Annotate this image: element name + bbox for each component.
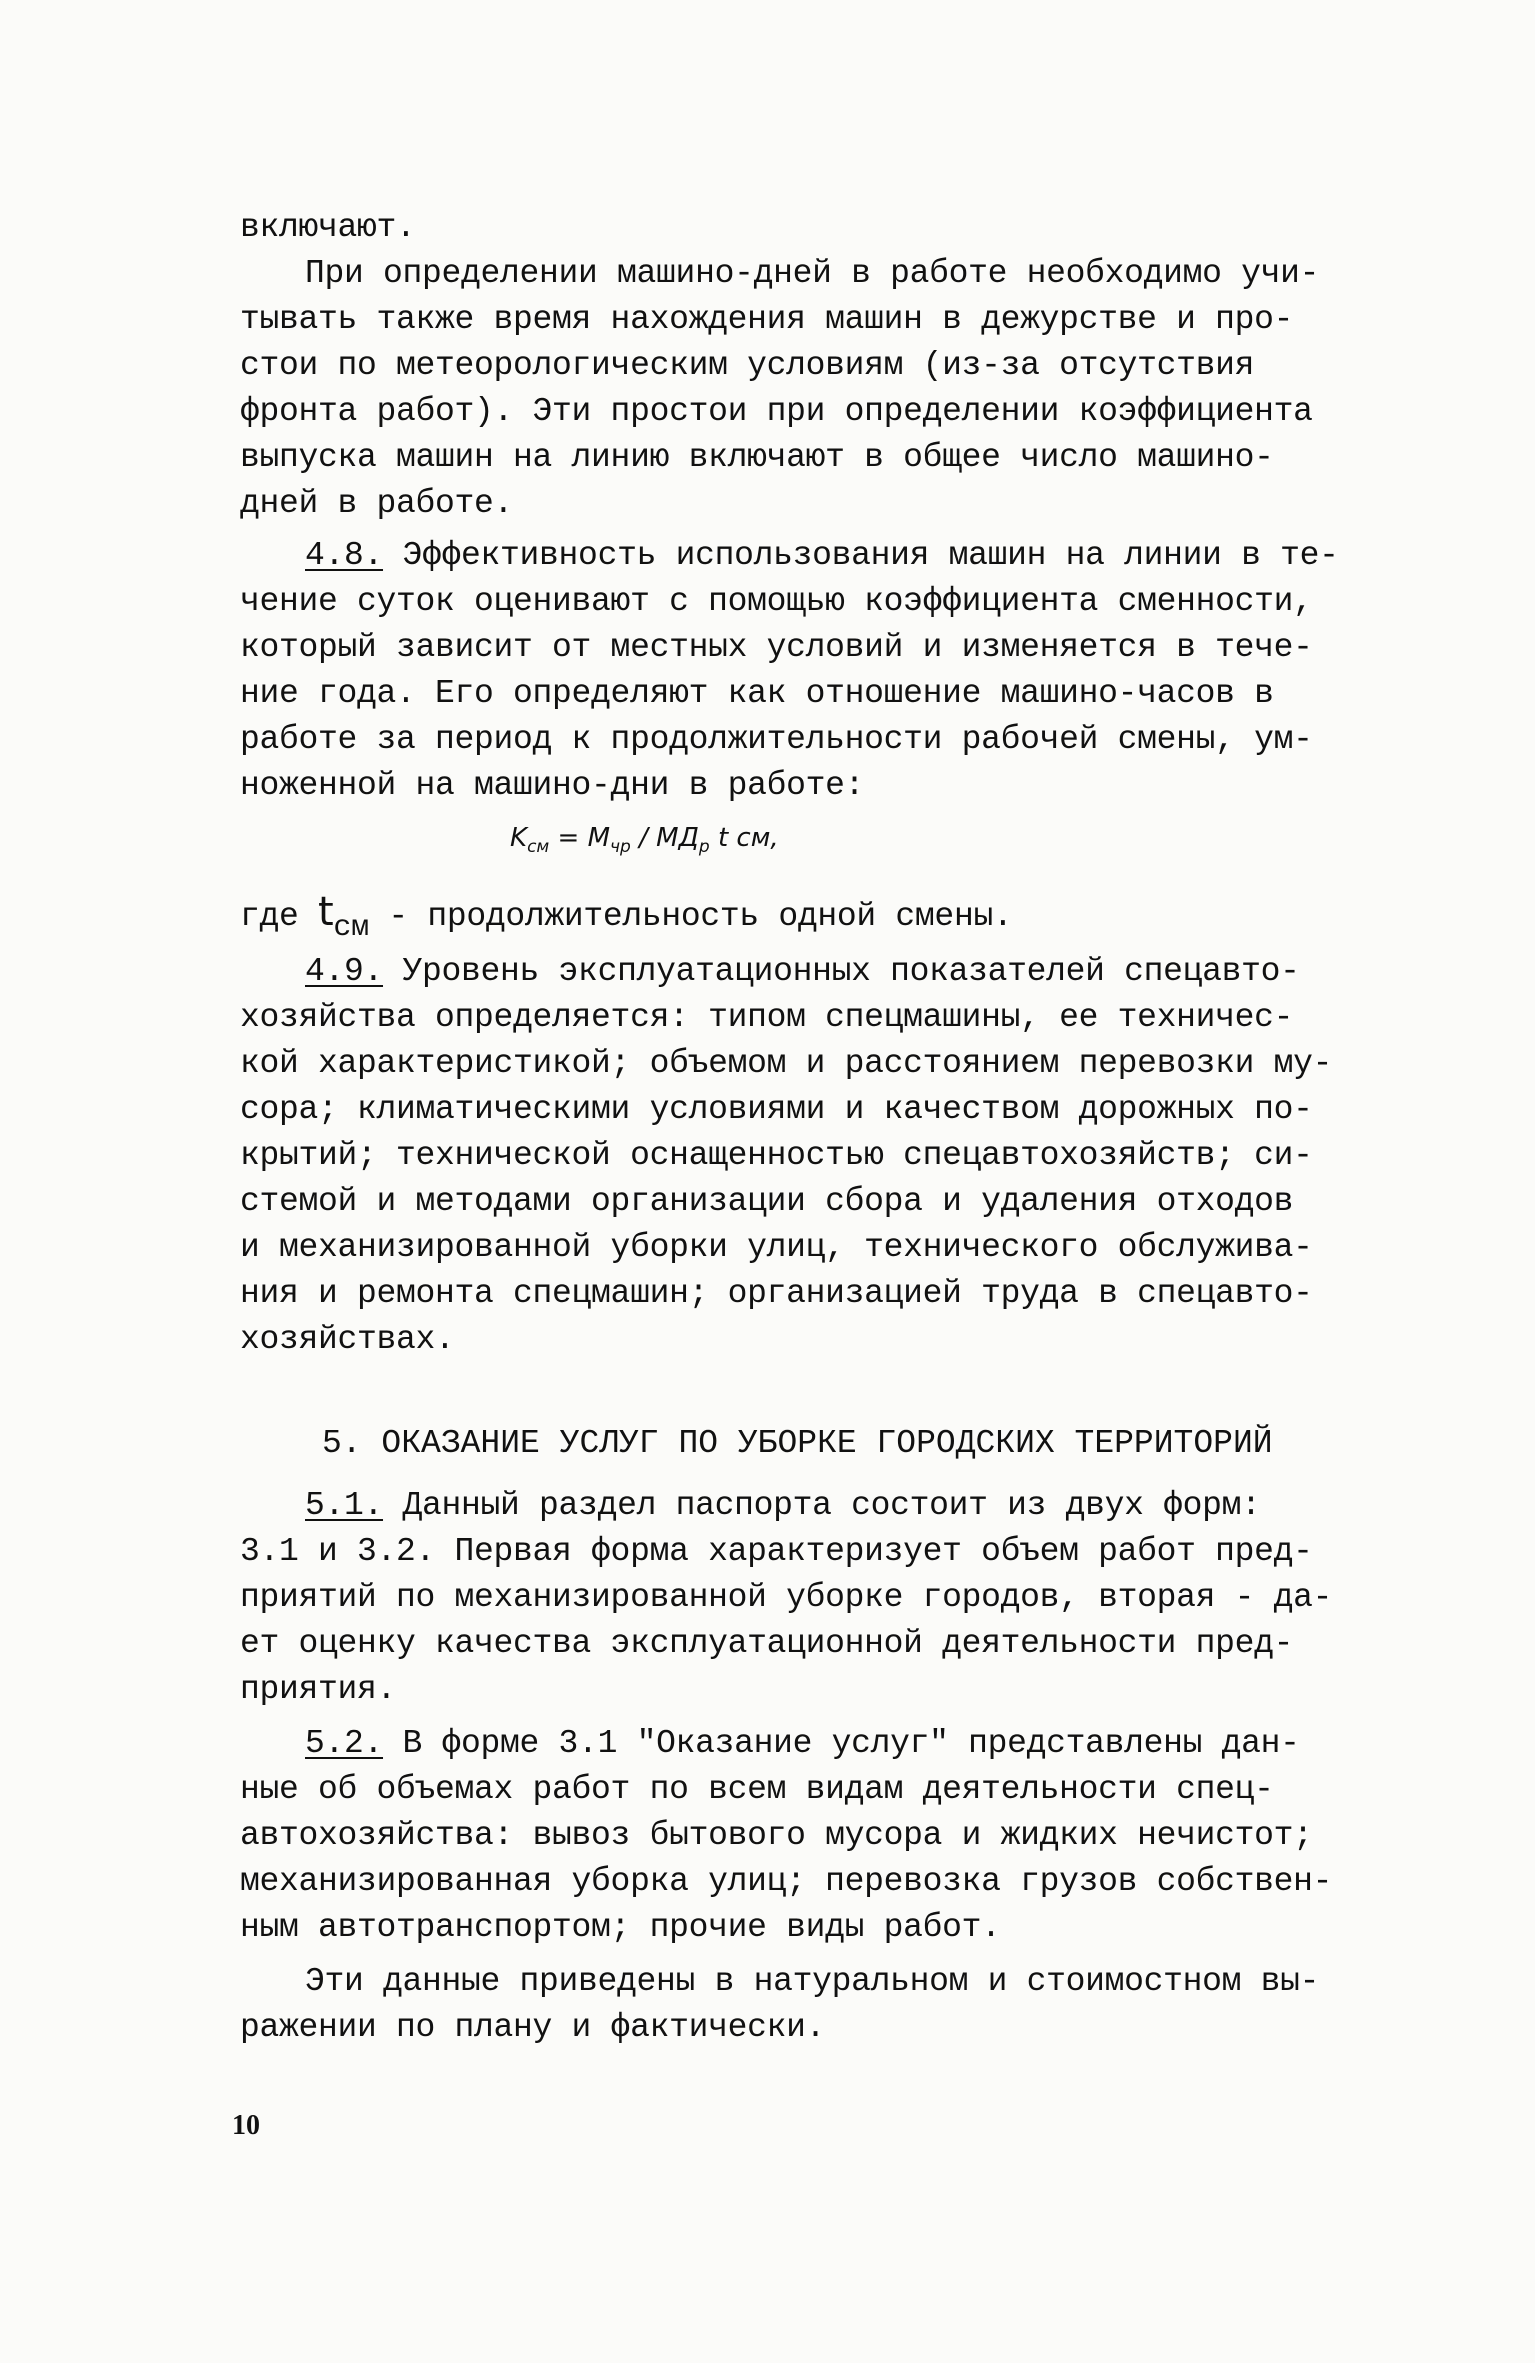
text-line: стои по метеорологическим условиям (из-за отсутствия (240, 347, 1255, 384)
paragraph-5-2-first-line (305, 1722, 1300, 1766)
text-line: кой характеристикой; объемом и расстоянием перевозки му- (240, 1045, 1333, 1082)
text-line: механизированная уборка улиц; перевозка грузов собствен- (240, 1863, 1333, 1900)
text-line: Эти данные приведены в натуральном и стоимостном вы- (305, 1963, 1320, 2000)
where-definition-line: где tсм - продолжительность одной смены. (240, 889, 1013, 945)
text-line: чение суток оценивают с помощью коэффициента сменности, (240, 583, 1313, 620)
text-line: ражении по плану и фактически. (240, 2009, 826, 2046)
text-line: выпуска машин на линию включают в общее число машино- (240, 439, 1274, 476)
text-line: включают. (240, 209, 416, 246)
text-line: стемой и методами организации сбора и удаления отходов (240, 1183, 1294, 1220)
paragraph-4-9-first-line (305, 950, 1300, 994)
text-line: хозяйства определяется: типом спецмашины, ее техничес- (240, 999, 1294, 1036)
text-line: приятия. (240, 1671, 397, 1708)
text-span: В форме 3.1 "Оказание услуг" представлены дан- (402, 1725, 1300, 1762)
paragraph-5-1-first-line (305, 1484, 1261, 1528)
text-line: сора; климатическими условиями и качеством дорожных по- (240, 1091, 1313, 1128)
section-number: 5.2. (305, 1725, 384, 1762)
text-line: ноженной на машино-дни в работе: (240, 767, 865, 804)
text-line: ет оценку качества эксплуатационной деятельности пред- (240, 1625, 1294, 1662)
text-line: работе за период к продолжительности рабочей смены, ум- (240, 721, 1313, 758)
text-line: тывать также время нахождения машин в дежурстве и про- (240, 301, 1294, 338)
shift-coefficient-formula: $K_{см} = M_{чр} / МД_р$ t см, (510, 823, 779, 858)
text-line: фронта работ). Эти простои при определении коэффициента (240, 393, 1313, 430)
paragraph-4-8-first-line (305, 534, 1339, 578)
text-line: автохозяйства: вывоз бытового мусора и жидких нечистот; (240, 1817, 1313, 1854)
section-number: 4.8. (305, 537, 384, 574)
text-line: ным автотранспортом; прочие виды работ. (240, 1909, 1001, 1946)
section-number: 5.1. (305, 1487, 384, 1524)
text-line: 3.1 и 3.2. Первая форма характеризует объем работ пред- (240, 1533, 1313, 1570)
section-number: 4.9. (305, 953, 384, 990)
text-line: ные об объемах работ по всем видам деятельности спец- (240, 1771, 1274, 1808)
text-line: крытий; технической оснащенностью спецавтохозяйств; си- (240, 1137, 1313, 1174)
text-span: Уровень эксплуатационных показателей спецавто- (402, 953, 1300, 990)
page-number: 10 (232, 2110, 260, 2141)
text-line: и механизированной уборки улиц, технического обслужива- (240, 1229, 1313, 1266)
text-line: который зависит от местных условий и изменяется в тече- (240, 629, 1313, 666)
text-line: дней в работе. (240, 485, 514, 522)
text-line: При определении машино-дней в работе необходимо учи- (305, 255, 1320, 292)
text-span: Данный раздел паспорта состоит из двух форм: (402, 1487, 1261, 1524)
text-line: ния и ремонта спецмашин; организацией труда в спецавто- (240, 1275, 1313, 1312)
text-line: хозяйствах. (240, 1321, 455, 1358)
text-line: приятий по механизированной уборке городов, вторая - да- (240, 1579, 1333, 1616)
section-5-heading: 5. ОКАЗАНИЕ УСЛУГ ПО УБОРКЕ ГОРОДСКИХ ТЕРРИТОРИЙ (322, 1425, 1273, 1462)
text-span: Эффективность использования машин на линии в те- (402, 537, 1339, 574)
text-line: ние года. Его определяют как отношение машино-часов в (240, 675, 1274, 712)
